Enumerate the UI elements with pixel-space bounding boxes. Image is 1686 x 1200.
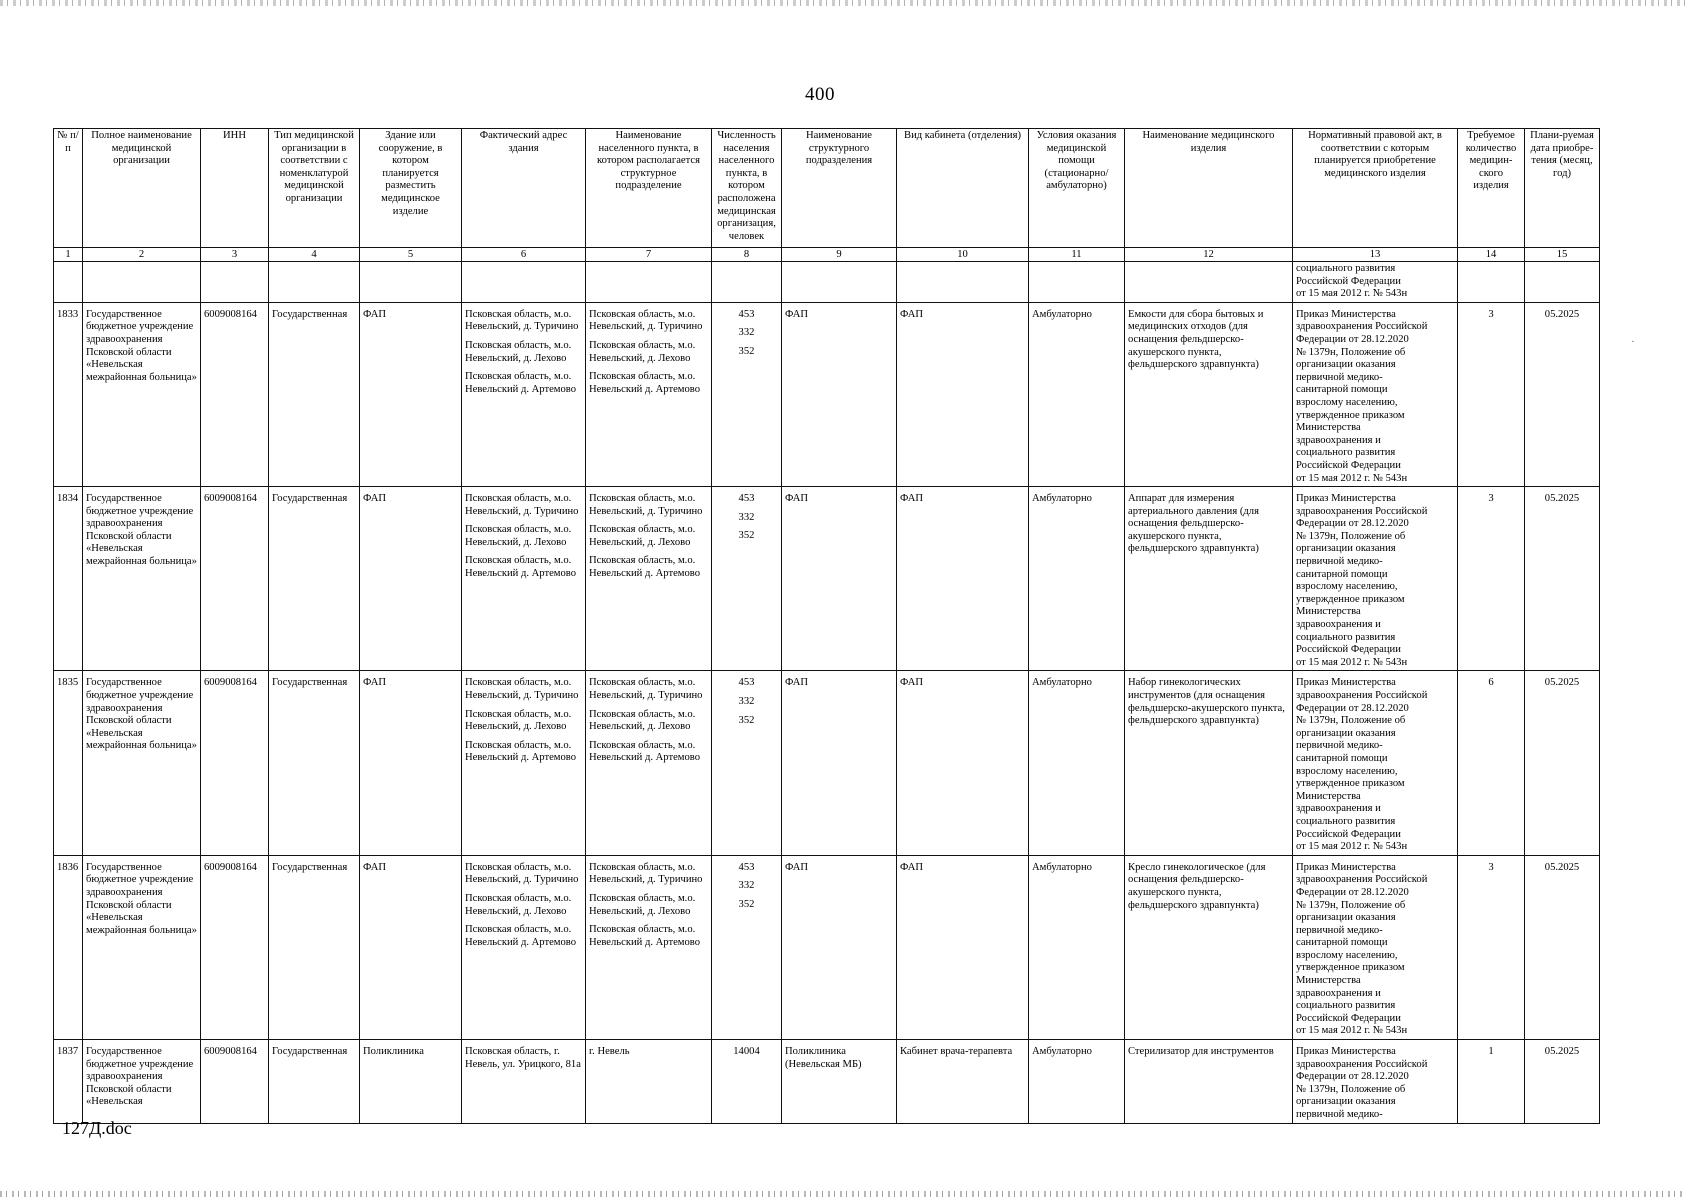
column-header: Плани-руемая дата приобре-тения (месяц, год) [1525, 129, 1600, 248]
structural-unit: ФАП [782, 302, 897, 486]
actual-address [462, 1040, 586, 1124]
normative-act: Приказ Министерства здравоохранения Российской Федерации от 28.12.2020 № 1379н, Положение об организации оказания первичной медико- санитарной помощи взрослому населению, утвержденное приказом Министерства здравоохранения и социального развития Российской Федерации от 15 мая 2012 г. № 543н [1293, 487, 1458, 671]
column-number: 7 [586, 248, 712, 262]
population [712, 855, 782, 1039]
column-header: Вид кабинета (отделения) [897, 129, 1029, 248]
column-number: 6 [462, 248, 586, 262]
table-row [54, 671, 1600, 855]
normative-act: Приказ Министерства здравоохранения Российской Федерации от 28.12.2020 № 1379н, Положение об организации оказания первичной медико- [1293, 1040, 1458, 1124]
population-item: 352 [738, 345, 755, 357]
scan-edge-top [0, 0, 1686, 6]
cabinet-type: ФАП [897, 855, 1029, 1039]
column-number: 11 [1029, 248, 1125, 262]
row-number: 1835 [54, 671, 83, 855]
table-row [54, 302, 1600, 486]
settlement-item: Псковская область, м.о. Невельский, д. Туричино [589, 861, 703, 886]
actual-address-item: Псковская область, м.о. Невельский, д. Лехово [465, 708, 572, 733]
medical-device: Кресло гинекологическое (для оснащения фельдшерско-акушерского пункта, фельдшерского здравпункта) [1125, 855, 1293, 1039]
column-header: Численность населения населенного пункта, в котором расположена медицинская организация, человек [712, 129, 782, 248]
settlement [586, 1040, 712, 1124]
settlement [586, 855, 712, 1039]
planned-date: 05.2025 [1525, 1040, 1600, 1124]
actual-address-item: Псковская область, м.о. Невельский, д. Туричино [465, 677, 579, 701]
column-number-row [54, 248, 1600, 262]
inn: 6009008164 [201, 671, 269, 855]
actual-address-item: Псковская область, м.о. Невельский д. Артемово [465, 371, 577, 395]
actual-address-item: Псковская область, г. Невель, ул. Урицкого, 81а [465, 1046, 581, 1070]
settlement-item: Псковская область, м.о. Невельский д. Артемово [589, 555, 701, 580]
planned-date: 05.2025 [1525, 487, 1600, 671]
settlement [586, 671, 712, 855]
actual-address-item: Псковская область, м.о. Невельский, д. Лехово [465, 524, 572, 548]
inn: 6009008164 [201, 855, 269, 1039]
document-filename: 127Д.doc [62, 1118, 132, 1138]
page-number: 400 [805, 84, 835, 105]
population-item: 352 [738, 530, 755, 542]
column-header: Фактический адрес здания [462, 129, 586, 248]
quantity: 3 [1458, 855, 1525, 1039]
quantity: 3 [1458, 487, 1525, 671]
actual-address [462, 671, 586, 855]
cabinet-type: ФАП [897, 302, 1029, 486]
column-header: Требуемое количество медицин-ского изделия [1458, 129, 1525, 248]
column-header: Наименование населенного пункта, в котором располагается структурное подразделение [586, 129, 712, 248]
cabinet-type: Кабинет врача-терапевта [897, 1040, 1029, 1124]
column-header: Условия оказания медицинской помощи (стационарно/ амбулаторно) [1029, 129, 1125, 248]
actual-address-item: Псковская область, м.о. Невельский, д. Лехово [465, 892, 572, 917]
column-number: 1 [54, 248, 83, 262]
organization-name: Государственное бюджетное учреждение здравоохранения Псковской области «Невельская межрайонная больница» [83, 671, 201, 855]
table-row [54, 487, 1600, 671]
organization-type: Государственная [269, 855, 360, 1039]
actual-address [462, 855, 586, 1039]
medical-device-register-table [53, 128, 1600, 1124]
column-header: Наименование структурного подразделения [782, 129, 897, 248]
planned-date: 05.2025 [1525, 302, 1600, 486]
building: ФАП [360, 671, 462, 855]
population-item: 453 [738, 677, 755, 689]
cabinet-type: ФАП [897, 671, 1029, 855]
column-number: 9 [782, 248, 897, 262]
population-item: 332 [738, 327, 755, 339]
population [712, 671, 782, 855]
organization-type: Государственная [269, 487, 360, 671]
organization-name: Государственное бюджетное учреждение здравоохранения Псковской области «Невельская межрайонная больница» [83, 487, 201, 671]
settlement-item: Псковская область, м.о. Невельский д. Артемово [589, 739, 701, 764]
settlement-item: Псковская область, м.о. Невельский, д. Лехово [589, 339, 696, 364]
column-number: 10 [897, 248, 1029, 262]
population-item: 352 [738, 714, 755, 726]
column-number: 12 [1125, 248, 1293, 262]
population-item: 332 [738, 511, 755, 523]
column-header: Нормативный правовой акт, в соответствии с которым планируется приобретение медицинского изделия [1293, 129, 1458, 248]
column-number: 14 [1458, 248, 1525, 262]
structural-unit: ФАП [782, 671, 897, 855]
planned-date: 05.2025 [1525, 855, 1600, 1039]
inn: 6009008164 [201, 302, 269, 486]
column-number: 13 [1293, 248, 1458, 262]
settlement-item: Псковская область, м.о. Невельский, д. Лехово [589, 708, 696, 733]
inn: 6009008164 [201, 487, 269, 671]
column-number: 8 [712, 248, 782, 262]
medical-device: Аппарат для измерения артериального давления (для оснащения фельдшерско-акушерского пункта, фельдшерского здравпункта) [1125, 487, 1293, 671]
settlement-item: Псковская область, м.о. Невельский д. Артемово [589, 924, 701, 948]
organization-name: Государственное бюджетное учреждение здравоохранения Псковской области «Невельская межрайонная больница» [83, 302, 201, 486]
header-row [54, 129, 1600, 248]
care-conditions: Амбулаторно [1029, 671, 1125, 855]
population-item: 352 [738, 898, 755, 910]
organization-type: Государственная [269, 671, 360, 855]
row-number: 1836 [54, 855, 83, 1039]
scan-edge-bottom [0, 1191, 1686, 1197]
table-row [54, 855, 1600, 1039]
column-number: 4 [269, 248, 360, 262]
population-item: 453 [738, 493, 755, 505]
structural-unit: ФАП [782, 855, 897, 1039]
care-conditions: Амбулаторно [1029, 302, 1125, 486]
normative-act: Приказ Министерства здравоохранения Российской Федерации от 28.12.2020 № 1379н, Положение об организации оказания первичной медико- санитарной помощи взрослому населению, утвержденное приказом Министерства здравоохранения и социального развития Российской Федерации от 15 мая 2012 г. № 543н [1293, 302, 1458, 486]
normative-act: Приказ Министерства здравоохранения Российской Федерации от 28.12.2020 № 1379н, Положение об организации оказания первичной медико- санитарной помощи взрослому населению, утвержденное приказом Министерства здравоохранения и социального развития Российской Федерации от 15 мая 2012 г. № 543н [1293, 855, 1458, 1039]
table-row [54, 1040, 1600, 1124]
care-conditions: Амбулаторно [1029, 487, 1125, 671]
normative-act: Приказ Министерства здравоохранения Российской Федерации от 28.12.2020 № 1379н, Положение об организации оказания первичной медико- санитарной помощи взрослому населению, утвержденное приказом Министерства здравоохранения и социального развития Российской Федерации от 15 мая 2012 г. № 543н [1293, 671, 1458, 855]
column-header: № п/п [54, 129, 83, 248]
column-number: 15 [1525, 248, 1600, 262]
quantity: 6 [1458, 671, 1525, 855]
medical-device: Стерилизатор для инструментов [1125, 1040, 1293, 1124]
actual-address-item: Псковская область, м.о. Невельский д. Артемово [465, 555, 577, 580]
population-item: 332 [738, 696, 755, 707]
actual-address-item: Псковская область, м.о. Невельский д. Артемово [465, 924, 577, 948]
organization-type: Государственная [269, 302, 360, 486]
cabinet-type: ФАП [897, 487, 1029, 671]
medical-device: Емкости для сбора бытовых и медицинских отходов (для оснащения фельдшерско-акушерского пункта, фельдшерского здравпункта) [1125, 302, 1293, 486]
settlement-item: Псковская область, м.о. Невельский, д. Лехово [589, 892, 696, 917]
care-conditions: Амбулаторно [1029, 855, 1125, 1039]
settlement-item: Псковская область, м.о. Невельский, д. Туричино [589, 308, 703, 333]
settlement-item: Псковская область, м.о. Невельский д. Артемово [589, 371, 701, 395]
actual-address [462, 487, 586, 671]
population-item: 453 [738, 308, 755, 320]
column-number: 5 [360, 248, 462, 262]
building: ФАП [360, 302, 462, 486]
column-header: Наименование медицинского изделия [1125, 129, 1293, 248]
medical-device: Набор гинекологических инструментов (для оснащения фельдшерско-акушерского пункта, фельдшерского здравпункта) [1125, 671, 1293, 855]
inn: 6009008164 [201, 1040, 269, 1124]
actual-address-item: Псковская область, м.о. Невельский д. Артемово [465, 739, 577, 764]
actual-address [462, 302, 586, 486]
settlement-item: Псковская область, м.о. Невельский, д. Туричино [589, 493, 703, 517]
building: ФАП [360, 487, 462, 671]
settlement [586, 302, 712, 486]
actual-address-item: Псковская область, м.о. Невельский, д. Туричино [465, 861, 579, 886]
structural-unit: Поликлиника (Невельская МБ) [782, 1040, 897, 1124]
population [712, 1040, 782, 1124]
organization-name: Государственное бюджетное учреждение здравоохранения Псковской области «Невельская межрайонная больница» [83, 855, 201, 1039]
column-header: Полное наименование медицинской организации [83, 129, 201, 248]
building: ФАП [360, 855, 462, 1039]
settlement-item: Псковская область, м.о. Невельский, д. Туричино [589, 677, 703, 701]
column-header: Тип медицинской организации в соответствии с номенклатурой медицинской организации [269, 129, 360, 248]
quantity: 1 [1458, 1040, 1525, 1124]
settlement-item: г. Невель [589, 1046, 630, 1058]
settlement-item: Псковская область, м.о. Невельский, д. Лехово [589, 524, 696, 548]
column-number: 2 [83, 248, 201, 262]
population-item: 14004 [733, 1046, 760, 1058]
quantity: 3 [1458, 302, 1525, 486]
structural-unit: ФАП [782, 487, 897, 671]
actual-address-item: Псковская область, м.о. Невельский, д. Туричино [465, 493, 579, 517]
population-item: 453 [738, 861, 755, 873]
population [712, 487, 782, 671]
population-item: 332 [738, 880, 755, 892]
settlement [586, 487, 712, 671]
column-header: ИНН [201, 129, 269, 248]
scan-speck: · [1631, 336, 1635, 348]
continuation-row [54, 262, 1600, 303]
normative-act-continuation: социального развития Российской Федерации от 15 мая 2012 г. № 543н [1293, 262, 1458, 303]
organization-name: Государственное бюджетное учреждение здравоохранения Псковской области «Невельская [83, 1040, 201, 1124]
row-number: 1834 [54, 487, 83, 671]
column-number: 3 [201, 248, 269, 262]
actual-address-item: Псковская область, м.о. Невельский, д. Туричино [465, 308, 579, 333]
building: Поликлиника [360, 1040, 462, 1124]
care-conditions: Амбулаторно [1029, 1040, 1125, 1124]
population [712, 302, 782, 486]
actual-address-item: Псковская область, м.о. Невельский, д. Лехово [465, 339, 572, 364]
row-number: 1837 [54, 1040, 83, 1124]
row-number: 1833 [54, 302, 83, 486]
planned-date: 05.2025 [1525, 671, 1600, 855]
column-header: Здание или сооружение, в котором планируется разместить медицинское изделие [360, 129, 462, 248]
organization-type: Государственная [269, 1040, 360, 1124]
